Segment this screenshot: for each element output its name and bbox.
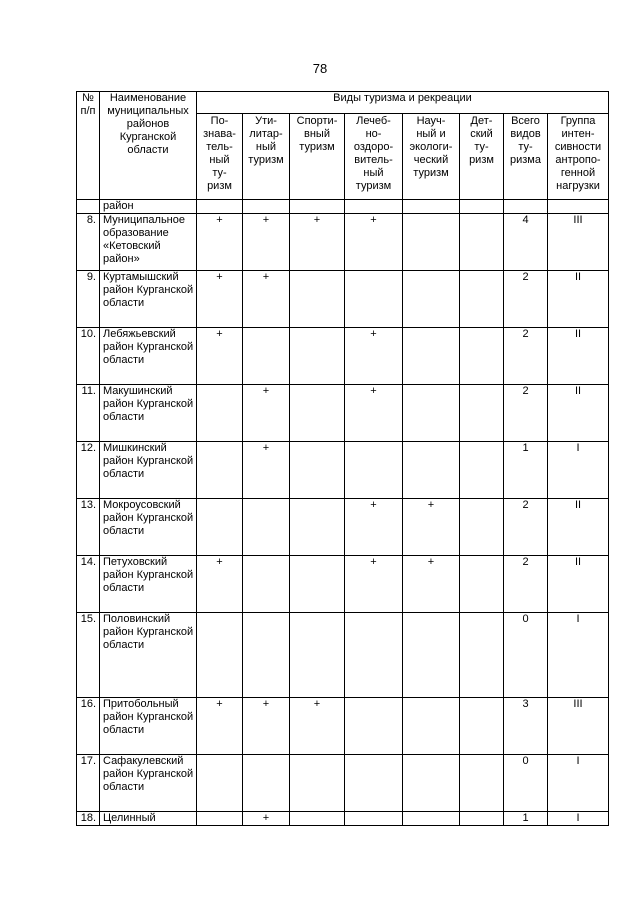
cell-col-sport: + (290, 214, 345, 271)
row-number: 8. (77, 214, 100, 271)
table-row (77, 499, 609, 556)
cell-col-educational (197, 613, 243, 698)
cell-col-total: 0 (504, 755, 548, 812)
cell-col-children (460, 385, 504, 442)
cell-col-scientific (403, 812, 460, 826)
cell-col-load-group: III (548, 214, 609, 271)
cell-col-utilitarian: + (243, 385, 290, 442)
cell-col-educational (197, 385, 243, 442)
district-name: Макушинский район Курганской области (100, 385, 197, 442)
cell-col-health (345, 755, 403, 812)
cell-col-total: 2 (504, 499, 548, 556)
cell-col-utilitarian: + (243, 214, 290, 271)
cell-col-utilitarian (243, 556, 290, 613)
district-name: Лебяжьевский район Курганской области (100, 328, 197, 385)
district-name: Петуховский район Курганской области (100, 556, 197, 613)
cell-col-utilitarian (243, 613, 290, 698)
continuation-text: район (100, 200, 197, 214)
table-row (77, 698, 609, 755)
cell-col-sport (290, 755, 345, 812)
table-row (77, 556, 609, 613)
cell-col-total: 2 (504, 328, 548, 385)
district-name: Мишкинский район Курганской области (100, 442, 197, 499)
table-row (77, 385, 609, 442)
table-row (77, 214, 609, 271)
cell-col-total: 2 (504, 271, 548, 328)
district-name: Целинный (100, 812, 197, 826)
cell-col-children (460, 499, 504, 556)
cell-col-load-group: I (548, 442, 609, 499)
cell-col-utilitarian: + (243, 698, 290, 755)
cell-col-health (345, 271, 403, 328)
cell-col-total: 0 (504, 613, 548, 698)
table-row (77, 442, 609, 499)
district-name: Притобольный район Курганской области (100, 698, 197, 755)
cell-col-health (345, 613, 403, 698)
cell-col-utilitarian (243, 328, 290, 385)
district-name: Мокроусовский район Курганской области (100, 499, 197, 556)
cell-col-educational: + (197, 214, 243, 271)
cell-col-scientific: + (403, 499, 460, 556)
cell-col-educational (197, 812, 243, 826)
header-col-educational: По- знава- тель- ный ту- ризм (197, 114, 243, 200)
cell-col-scientific (403, 385, 460, 442)
cell-col-health (345, 698, 403, 755)
cell-col-utilitarian: + (243, 812, 290, 826)
row-number: 13. (77, 499, 100, 556)
cell-col-sport (290, 556, 345, 613)
cell-col-health: + (345, 385, 403, 442)
cell-col-total: 2 (504, 385, 548, 442)
header-col-load-group: Группа интен- сивности антропо- генной нагрузки (548, 114, 609, 200)
cell-col-scientific: + (403, 556, 460, 613)
row-number: 14. (77, 556, 100, 613)
cell-col-total: 3 (504, 698, 548, 755)
cell-col-utilitarian (243, 755, 290, 812)
cell-col-sport (290, 812, 345, 826)
cell-col-utilitarian: + (243, 271, 290, 328)
cell-col-sport: + (290, 698, 345, 755)
cell-col-scientific (403, 271, 460, 328)
cell-col-health: + (345, 499, 403, 556)
header-col-utilitarian: Ути- литар- ный туризм (243, 114, 290, 200)
cell-col-educational: + (197, 328, 243, 385)
tourism-table (76, 91, 609, 826)
cell-col-children (460, 328, 504, 385)
cell-col-load-group: II (548, 499, 609, 556)
cell-col-scientific (403, 328, 460, 385)
cell-col-total: 1 (504, 812, 548, 826)
header-name: Наименование муниципальных районов Курганской области (100, 92, 197, 200)
cell-col-total: 4 (504, 214, 548, 271)
header-col-scientific: Науч- ный и экологи- ческий туризм (403, 114, 460, 200)
header-col-sport: Спорти- вный туризм (290, 114, 345, 200)
cell-col-utilitarian (243, 499, 290, 556)
cell-col-load-group: I (548, 812, 609, 826)
cell-col-health: + (345, 214, 403, 271)
cell-col-children (460, 214, 504, 271)
row-number: 12. (77, 442, 100, 499)
header-group: Виды туризма и рекреации (197, 92, 609, 114)
row-number: 9. (77, 271, 100, 328)
header-col-children: Дет- ский ту- ризм (460, 114, 504, 200)
cell-col-educational (197, 499, 243, 556)
row-number: 18. (77, 812, 100, 826)
cell-col-children (460, 613, 504, 698)
cell-col-children (460, 698, 504, 755)
cell-col-health (345, 812, 403, 826)
cell-col-utilitarian: + (243, 442, 290, 499)
district-name: Муниципальное образование «Кетовский район» (100, 214, 197, 271)
page-number: 78 (312, 61, 328, 76)
cell-col-children (460, 812, 504, 826)
district-name: Куртамышский район Курганской области (100, 271, 197, 328)
header-row (77, 92, 609, 114)
cell-col-load-group: II (548, 556, 609, 613)
cell-col-children (460, 755, 504, 812)
cell-col-scientific (403, 755, 460, 812)
cell-col-health (345, 442, 403, 499)
cell-col-load-group: I (548, 755, 609, 812)
cell-col-load-group: II (548, 328, 609, 385)
row-number: 15. (77, 613, 100, 698)
header-col-total: Всего видов ту- ризма (504, 114, 548, 200)
table-row (77, 812, 609, 826)
cell-col-children (460, 442, 504, 499)
district-name: Половинский район Курганской области (100, 613, 197, 698)
cell-col-children (460, 556, 504, 613)
cell-col-health: + (345, 556, 403, 613)
cell-col-sport (290, 328, 345, 385)
cell-col-scientific (403, 698, 460, 755)
row-number: 11. (77, 385, 100, 442)
cell-col-load-group: I (548, 613, 609, 698)
district-name: Сафакулевский район Курганской области (100, 755, 197, 812)
table-row (77, 613, 609, 698)
row-number: 16. (77, 698, 100, 755)
table-row (77, 755, 609, 812)
cell-col-total: 1 (504, 442, 548, 499)
cell-col-educational: + (197, 556, 243, 613)
cell-col-sport (290, 613, 345, 698)
cell-col-load-group: II (548, 271, 609, 328)
cell-col-educational (197, 755, 243, 812)
cell-col-health: + (345, 328, 403, 385)
cell-col-scientific (403, 613, 460, 698)
cell-col-sport (290, 499, 345, 556)
cell-col-total: 2 (504, 556, 548, 613)
cell-col-sport (290, 442, 345, 499)
row-number: 17. (77, 755, 100, 812)
header-num: № п/п (77, 92, 100, 200)
cell-col-scientific (403, 442, 460, 499)
cell-col-educational: + (197, 271, 243, 328)
cell-col-educational (197, 442, 243, 499)
cell-col-scientific (403, 214, 460, 271)
table-row (77, 271, 609, 328)
table-row (77, 328, 609, 385)
cell-col-load-group: II (548, 385, 609, 442)
cell-col-sport (290, 271, 345, 328)
cell-col-educational: + (197, 698, 243, 755)
cell-col-sport (290, 385, 345, 442)
header-col-health: Лечеб- но- оздоро- витель- ный туризм (345, 114, 403, 200)
continuation-row (77, 200, 609, 214)
row-number: 10. (77, 328, 100, 385)
cell-col-load-group: III (548, 698, 609, 755)
cell-col-children (460, 271, 504, 328)
